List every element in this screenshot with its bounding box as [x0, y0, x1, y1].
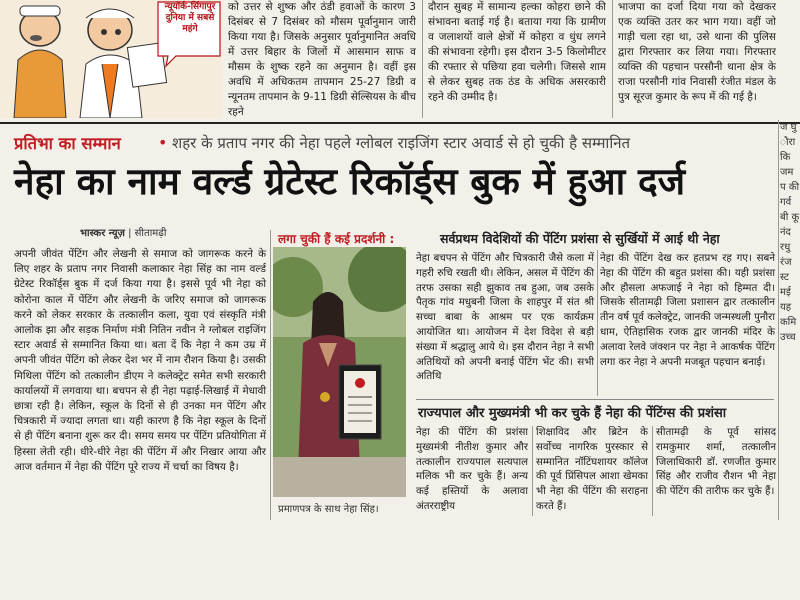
- kicker-bullet: •: [158, 133, 168, 152]
- svg-text:.: .: [162, 70, 163, 71]
- column-divider: [270, 230, 271, 520]
- article-body-middle: नेहा बचपन से पेंटिंग और चित्रकारी जैसे कला में गहरी रुचि रखती थी। लेकिन, असल में पेंटिंग की तरफ उसका सही झुकाव तब हुआ, जब उसके पैतृक गांव मधुबनी जिला के शाहपुर में संत श्री सच्चा बाबा के आश्रम पर एक कार्यक्रम आयोजित था। आयोजन में देश विदेश से बड़ी संख्या में श्रद्धालु आये थे। इस दौरान नेहा ने सभी अतिथियों को अपनी बनाई पेंटिंग भेंट की। सभी अतिथि: [416, 253, 594, 383]
- subhead-exhibitions: लगा चुकी हैं कई प्रदर्शनी :: [278, 232, 395, 246]
- subhead-governor-cm: राज्यपाल और मुख्यमंत्री भी कर चुके हैं नेहा की पेंटिंग्स की प्रशंसा: [418, 406, 727, 421]
- bottom-column-3: सीतामढ़ी के पूर्व सांसद रामकुमार शर्मा, तत्कालीन जिलाधिकारी डॉ. रणजीत कुमार सिंह और राजीव रौशन भी नेहा की पेंटिंग की तारीफ कर चुके हैं।: [656, 427, 776, 498]
- article-body-right: नेहा की पेंटिंग देख कर हतप्रभ रह गए। सबने नेहा की पेंटिंग की बहुत प्रशंसा की। यही प्रशंसा और हौसला अफजाई ने नेहा को हिम्मत दी। जिसके सीतामढ़ी जिला प्रशासन द्वार तत्कालीन तीन वर्ष पूर्व कलेक्ट्रेट, जानकी जन्मस्थली पुनौरा धाम, ऐतिहासिक रजक द्वार जानकी मंदिर के अलावा रेलवे जंक्शन पर नेहा ने आकर्षक पेंटिंग लगा कर नेहा ने अपनी मजबूत पहचान बनाई।: [600, 253, 775, 368]
- top-column-1: को उत्तर से शुष्क और ठंडी हवाओं के कारण 3 दिसंबर से 7 दिसंबर को मौसम पूर्वानुमान जारी किया गया है। जिसके अनुसार पूर्वानुमानित अवधि में उत्तर बिहार के जिलों में आसमान साफ व मौसम के शुष्क रहने का अनुमान है। वहीं इस अवधि में अधिकतम तापमान 25-27 डिग्री व न्यूनतम तापमान के 9-11 डिग्री सेल्सियस के बीच रहने: [228, 1, 416, 118]
- column-divider: [532, 426, 533, 516]
- column-divider: [422, 0, 423, 118]
- byline: भास्कर न्यूज़ | सीतामढ़ी: [80, 228, 167, 239]
- kicker-text: शहर के प्रताप नगर की नेहा पहले ग्लोबल राइजिंग स्टार अवार्ड से हो चुकी है सम्मानित: [172, 134, 631, 152]
- photo-illustration: [273, 247, 406, 497]
- section-rule: [0, 122, 800, 124]
- headline: नेहा का नाम वर्ल्ड ग्रेटेस्ट रिकॉर्ड्स बुक में हुआ दर्ज: [14, 160, 686, 203]
- adjacent-article-fragment: ज घु ौरा कि जम प की गर्व बी कू नंद रधु रंज स्ट मई यह कमि उच्च: [780, 122, 800, 343]
- subhead-rule: [416, 399, 774, 400]
- cartoon-caption: न्यूयॉर्क-सिंगापुर दुनिया में सबसे महंगे: [164, 2, 216, 34]
- subhead-foreigners: सर्वप्रथम विदेशियों की पेंटिंग प्रशंसा से सुर्खियों में आई थी नेहा: [440, 231, 720, 246]
- column-divider: [778, 120, 779, 520]
- top-column-2: दौरान सुबह में सामान्य हल्का कोहरा छाने की संभावना बताई गई है। बताया गया कि ग्रामीण व जलाशयों वाले क्षेत्रों में कोहरा व धुंध लगने की संभावना रहेगी। इस दौरान 3-5 किलोमीटर की रफ्तार से पछिया हवा चलेगी। जिससे शाम से लेकर सुबह तक ठंड के अधिक असरकारी रहने की उम्मीद है।: [428, 1, 606, 103]
- byline-source: भास्कर न्यूज़: [80, 228, 125, 239]
- article-body-left: अपनी जीवंत पेंटिंग और लेखनी से समाज को जागरूक करने के लिए शहर के प्रताप नगर निवासी कलाकार नेहा सिंह का नाम वर्ल्ड ग्रेटेस्ट रिकॉर्ड्स बुक में दर्ज किया गया है। इससे पूर्व भी नेहा को कोरोना काल में पेंटिंग और लेखनी के जरिए समाज को जागरूक करने को लेकर सरकार के तत्कालीन कला, युवा एवं संस्कृति मंत्री आलोक झा और सड़क निर्माण मंत्री नितिन नवीन ने ग्लोबल राइजिंग स्टार अवार्ड से सम्मानित किया था। बता दें कि नेहा ने कम उम्र में अपनी जीवंत पेंटिंग को लेकर देश भर में नाम रौशन किया है। उसकी मिथिला पेंटिंग को तत्कालीन डीएम ने कलेक्ट्रेट समेत सभी सरकारी कार्यालयों में लगवाया था। बचपन से ही नेहा पढ़ाई-लिखाई में मेधावी छात्रा रही है। लेकिन, स्कूल के दिनों से ही उनका मन पेंटिंग और चित्रकारी में ज्यादा लगता था। यही कारण है कि नेहा स्कूल के दिनों से ही पेंटिंग बनाना शुरू कर दी। समय समय पर पेंटिंग प्रतियोगिता में हिस्सा लेती रही। धीरे-धीरे नेहा की पेंटिंग में और निखार आया और आज वर्तमान में नेहा की पेंटिंग पूरे राज्य में चर्चा का विषय है।: [14, 248, 266, 473]
- column-divider: [652, 426, 653, 516]
- column-divider: [612, 0, 613, 118]
- bottom-column-1: नेहा की पेंटिंग की प्रशंसा मुख्यमंत्री नीतीश कुमार और तत्कालीन राज्यपाल सत्यपाल मलिक भी कर चुके हैं। अन्य कई हस्तियों के अलावा अंतरराष्ट्रीय: [416, 427, 528, 512]
- kicker-label: प्रतिभा का सम्मान: [14, 134, 121, 153]
- bottom-column-2: शिक्षाविद और ब्रिटेन के सर्वोच्च नागरिक पुरस्कार से सम्मानित नॉटिंघशायर कॉलेज की पूर्व प्रिंसिपल आशा खेमका भी नेहा की पेंटिंग की सराहना करते हैं।: [536, 427, 648, 512]
- photo-caption: प्रमाणपत्र के साथ नेहा सिंह।: [278, 504, 379, 515]
- top-column-3: भाजपा का दर्जा दिया गया को देखकर एक व्यक्ति उतर कर भाग गया। वहीं जो गाड़ी चला रहा था, उसे थाना की पुलिस द्वारा गिरफ्तार कर लिया गया। गिरफ्तार व्यक्ति की पहचान परसौनी थाना क्षेत्र के राजा परसौनी गांव निवासी रंजीत मंडल के पुत्र सूरज कुमार के रूप में की गई है।: [618, 1, 776, 103]
- column-divider: [597, 250, 598, 396]
- byline-place: सीतामढ़ी: [134, 228, 167, 239]
- photo-neha-certificate: [273, 247, 406, 497]
